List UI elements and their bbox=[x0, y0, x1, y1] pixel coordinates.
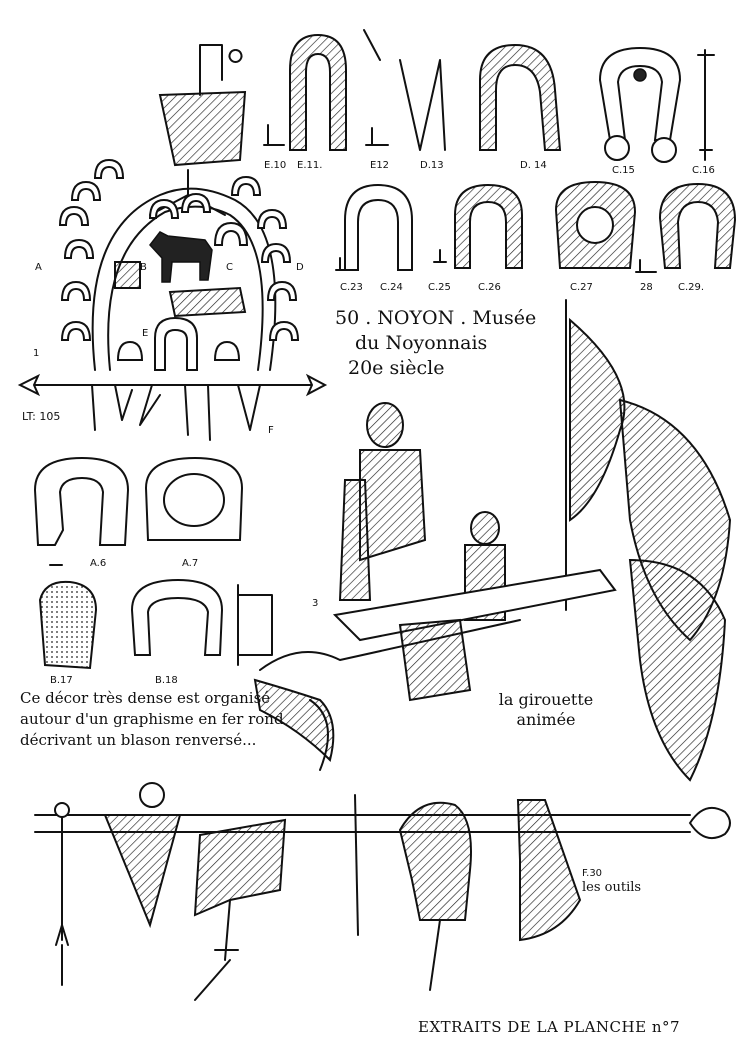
tool-axe bbox=[195, 820, 285, 915]
label-28: 28 bbox=[640, 282, 653, 293]
shoe-c15 bbox=[600, 48, 680, 140]
left-pieces bbox=[35, 458, 272, 668]
bracket-piece bbox=[238, 585, 272, 665]
shoe-e11 bbox=[290, 35, 346, 150]
ring-right bbox=[652, 138, 676, 162]
section-letter-a: A bbox=[35, 262, 42, 273]
bracket-e10 bbox=[264, 125, 284, 145]
standing-figure bbox=[360, 450, 425, 560]
overall-ref: LT: 105 bbox=[22, 410, 61, 423]
horse bbox=[150, 232, 212, 282]
label-c23: C.23 bbox=[340, 282, 363, 293]
flag bbox=[570, 320, 624, 520]
vane-top-box bbox=[160, 92, 245, 165]
piece-b17 bbox=[40, 582, 96, 668]
figure-number-1: 1 bbox=[33, 348, 40, 359]
section-letter-e: E bbox=[142, 328, 149, 339]
caption-line3: 20e siècle bbox=[348, 357, 445, 379]
vane-figure-1 bbox=[20, 45, 325, 440]
animated-vane-figure-3 bbox=[255, 300, 730, 780]
label-d14: D. 14 bbox=[520, 160, 547, 171]
label-a7: A.7 bbox=[182, 558, 199, 569]
piece-b18 bbox=[132, 580, 222, 655]
sitting-figure-head bbox=[471, 512, 499, 544]
section-letter-d: D bbox=[296, 262, 304, 273]
shoe-c23 bbox=[345, 185, 412, 270]
center-shoe-e bbox=[155, 318, 197, 370]
shoe-d14 bbox=[480, 45, 560, 150]
label-c15: C.15 bbox=[612, 165, 635, 176]
hanging-tools-small bbox=[92, 385, 260, 440]
shoe-c29 bbox=[660, 184, 735, 268]
figure-number-3: 3 bbox=[312, 598, 319, 609]
caption-line2: du Noyonnais bbox=[355, 332, 488, 354]
section-letter-b: B bbox=[140, 262, 147, 273]
second-row-horseshoes bbox=[336, 182, 735, 272]
bracket-c25 bbox=[434, 250, 446, 262]
heart-tip bbox=[690, 808, 730, 838]
pin-c16 bbox=[698, 50, 714, 160]
label-d13: D.13 bbox=[420, 160, 444, 171]
shoe-c26 bbox=[455, 185, 522, 268]
label-c29: C.29. bbox=[678, 282, 705, 293]
figure-head bbox=[367, 403, 403, 447]
tool-hook bbox=[400, 803, 471, 920]
label-e10: E.10 bbox=[264, 160, 287, 171]
bracket-e12 bbox=[364, 30, 388, 145]
label-c16: C.16 bbox=[692, 165, 715, 176]
label-c26: C.26 bbox=[478, 282, 501, 293]
tools-caption: les outils bbox=[582, 880, 642, 895]
label-b17: B.17 bbox=[50, 675, 73, 686]
tool-blade-1 bbox=[105, 815, 180, 925]
bracket-28 bbox=[636, 260, 656, 272]
label-c24: C.24 bbox=[380, 282, 403, 293]
section-letter-c: C bbox=[226, 262, 233, 273]
label-c27: C.27 bbox=[570, 282, 593, 293]
label-b18: B.18 bbox=[155, 675, 178, 686]
description-text: Ce décor très dense est organisé autour d'un graphisme en fer rond décrivant un blason renversé... bbox=[20, 689, 284, 749]
label-a6: A.6 bbox=[90, 558, 107, 569]
label-c25: C.25 bbox=[428, 282, 451, 293]
label-e12: E12 bbox=[370, 160, 390, 171]
shoe-d13 bbox=[400, 60, 445, 150]
ring-left bbox=[605, 136, 629, 160]
piece-a6 bbox=[35, 458, 128, 545]
top-row-horseshoes bbox=[264, 30, 714, 162]
caption-line1: 50 . NOYON . Musée bbox=[335, 307, 537, 329]
section-letter-f: F bbox=[268, 425, 274, 436]
tools-ref: F.30 bbox=[582, 868, 603, 879]
plate-footer: EXTRAITS DE LA PLANCHE n°7 bbox=[418, 1018, 681, 1036]
tool-hatchet bbox=[518, 800, 580, 940]
animated-vane-caption: la girouette animée bbox=[498, 690, 594, 729]
label-e11: E.11. bbox=[297, 160, 323, 171]
